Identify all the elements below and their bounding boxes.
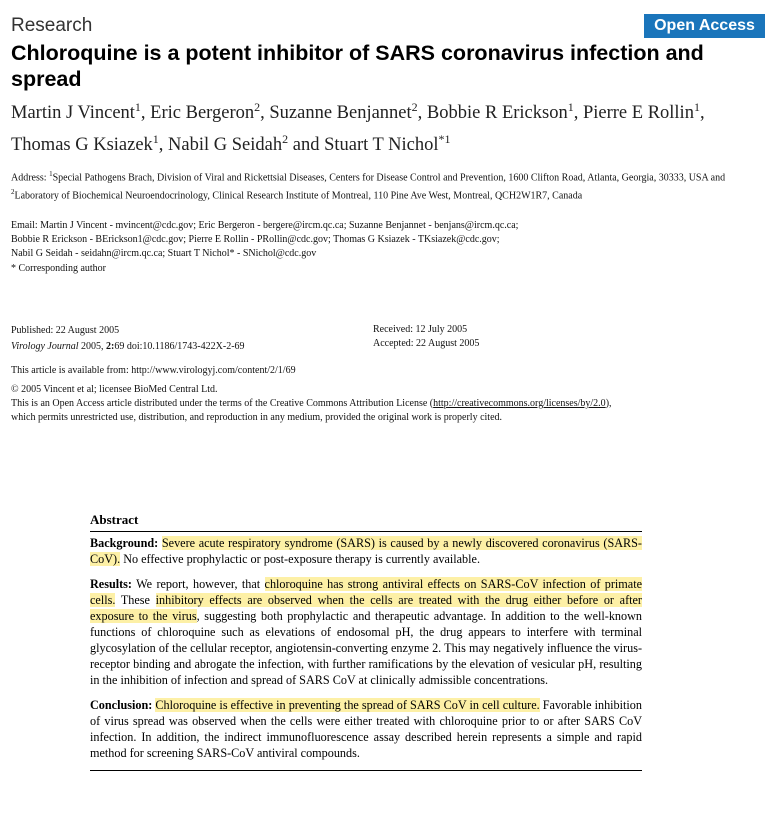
abstract-conclusion: Conclusion: Chloroquine is effective in preventing the spread of SARS CoV in cell culture. Favorable inhibition of virus spread was observed when the cells were either treated with chloroquine prior to or after SARS CoV infection. In addition, the indirect immunofluorescence assay described herein represents a simple and rapid method for screening SARS-CoV antiviral compounds. [90, 698, 642, 760]
affiliation-mark: 1 [152, 132, 159, 147]
affiliation-mark: 2 [411, 100, 418, 114]
author-name: Eric Bergeron [150, 103, 255, 124]
license-line: This is an Open Access article distributed under the terms of the Creative Commons Attribution License (http://creativecommons.org/licenses/by/2.0), [11, 398, 612, 409]
abstract-results: Results: We report, however, that chloroquine has strong antiviral effects on SARS-CoV infection of primate cells. These inhibitory effects are observed when the cells are treated with the drug either before or after exposure to the virus, suggesting both prophylactic and therapeutic advantage. In addition to the well-known functions of chloroquine such as elevations of endosomal pH, the drug appears to interfere with terminal glycosylation of the cellular receptor, angiotensin-converting enzyme 2. This may negatively influence the virus-receptor binding and abrogate the infection, with further ramifications by the elevation of vesicular pH, resulting in the inhibition of infection and spread of SARS CoV at clinically admissible concentrations. [90, 577, 642, 687]
highlight: Severe acute respiratory syndrome (SARS) is caused by a newly discovered coronavirus (SARS-CoV). [90, 536, 642, 566]
author-name: Bobbie R Erickson [426, 103, 568, 124]
highlight: chloroquine has strong antiviral effects on SARS-CoV infection of primate cells. [90, 577, 642, 607]
corresponding-author-note: * Corresponding author [11, 263, 106, 274]
email-block [11, 219, 751, 261]
address-block: Address: $^1$Special Pathogens Brach, Division of Viral and Rickettsial Diseases, Centers for Disease Control and Prevention, 1600 Clifton Road, Atlanta, Georgia, 30333, USA and $^2$Laboratory of Biochemical Neuroendocrinology, Clinical Research Institute of Montreal, 110 Pine Ave West, Montreal, QCH2W1R7, Canada [11, 170, 726, 202]
article-title: Chloroquine is a potent inhibitor of SARS coronavirus infection and spread [11, 41, 704, 91]
open-access-badge: Open Access [644, 14, 765, 38]
author-name: Suzanne Benjannet [269, 103, 412, 124]
accepted-date: Accepted: 22 August 2005 [373, 338, 480, 349]
journal-citation: Virology Journal 2005, 2:69 doi:10.1186/1743-422X-2-69 [11, 341, 245, 352]
abstract-section [90, 512, 642, 771]
received-date: Received: 12 July 2005 [373, 324, 468, 335]
license-block [11, 383, 751, 425]
email-line: Bobbie R Erickson - BErickson1@cdc.gov; Pierre E Rollin - PRollin@cdc.gov; Thomas G Ksiazek - TKsiazek@cdc.gov; [11, 234, 500, 245]
abstract-background: Background: Severe acute respiratory syndrome (SARS) is caused by a newly discovered coronavirus (SARS-CoV). No effective prophylactic or post-exposure therapy is currently available. [90, 536, 642, 566]
published-date: Published: 22 August 2005 [11, 325, 120, 336]
license-link[interactable]: http://creativecommons.org/licenses/by/2.0 [433, 398, 606, 409]
author-name: Nabil G Seidah [168, 135, 283, 156]
author-list: Martin J Vincent$^1$, Eric Bergeron$^2$, Suzanne Benjannet$^2$, Bobbie R Erickson$^1$, Pierre E Rollin$^1$, Thomas G Ksiazek$^1$, Nabil G Seidah$^2$ and Stuart T Nichol$^{*1}$ [11, 100, 705, 156]
affiliation-mark: 2 [254, 100, 261, 114]
email-line: Nabil G Seidah - seidahn@ircm.qc.ca; Stuart T Nichol* - SNichol@cdc.gov [11, 248, 317, 259]
highlight: Chloroquine is effective in preventing the spread of SARS CoV in cell culture. [155, 698, 540, 712]
author-name: Thomas G Ksiazek [11, 135, 153, 156]
affiliation-mark: 1 [134, 100, 141, 114]
affiliation-mark: 2 [282, 132, 289, 147]
author-name: Stuart T Nichol [324, 135, 439, 156]
affiliation-mark: *1 [438, 132, 451, 147]
license-line: which permits unrestricted use, distribution, and reproduction in any medium, provided the original work is properly cited. [11, 412, 503, 423]
article-url[interactable]: This article is available from: http://www.virologyj.com/content/2/1/69 [11, 365, 296, 376]
copyright-line: © 2005 Vincent et al; licensee BioMed Central Ltd. [11, 384, 218, 395]
email-line: Email: Martin J Vincent - mvincent@cdc.gov; Eric Bergeron - bergere@ircm.qc.ca; Suzanne Benjannet - benjans@ircm.qc.ca; [11, 220, 519, 231]
dates-info [373, 323, 753, 351]
author-name: Pierre E Rollin [582, 103, 694, 124]
abstract-heading: Abstract [90, 512, 139, 527]
highlight: inhibitory effects are observed when the cells are treated with the drug either before or after exposure to the virus [90, 593, 642, 623]
publication-info [11, 323, 371, 355]
affiliation-mark: 1 [693, 100, 700, 114]
author-name: Martin J Vincent [11, 103, 135, 124]
section-label: Research [11, 15, 93, 36]
affiliation-mark: 1 [567, 100, 574, 114]
